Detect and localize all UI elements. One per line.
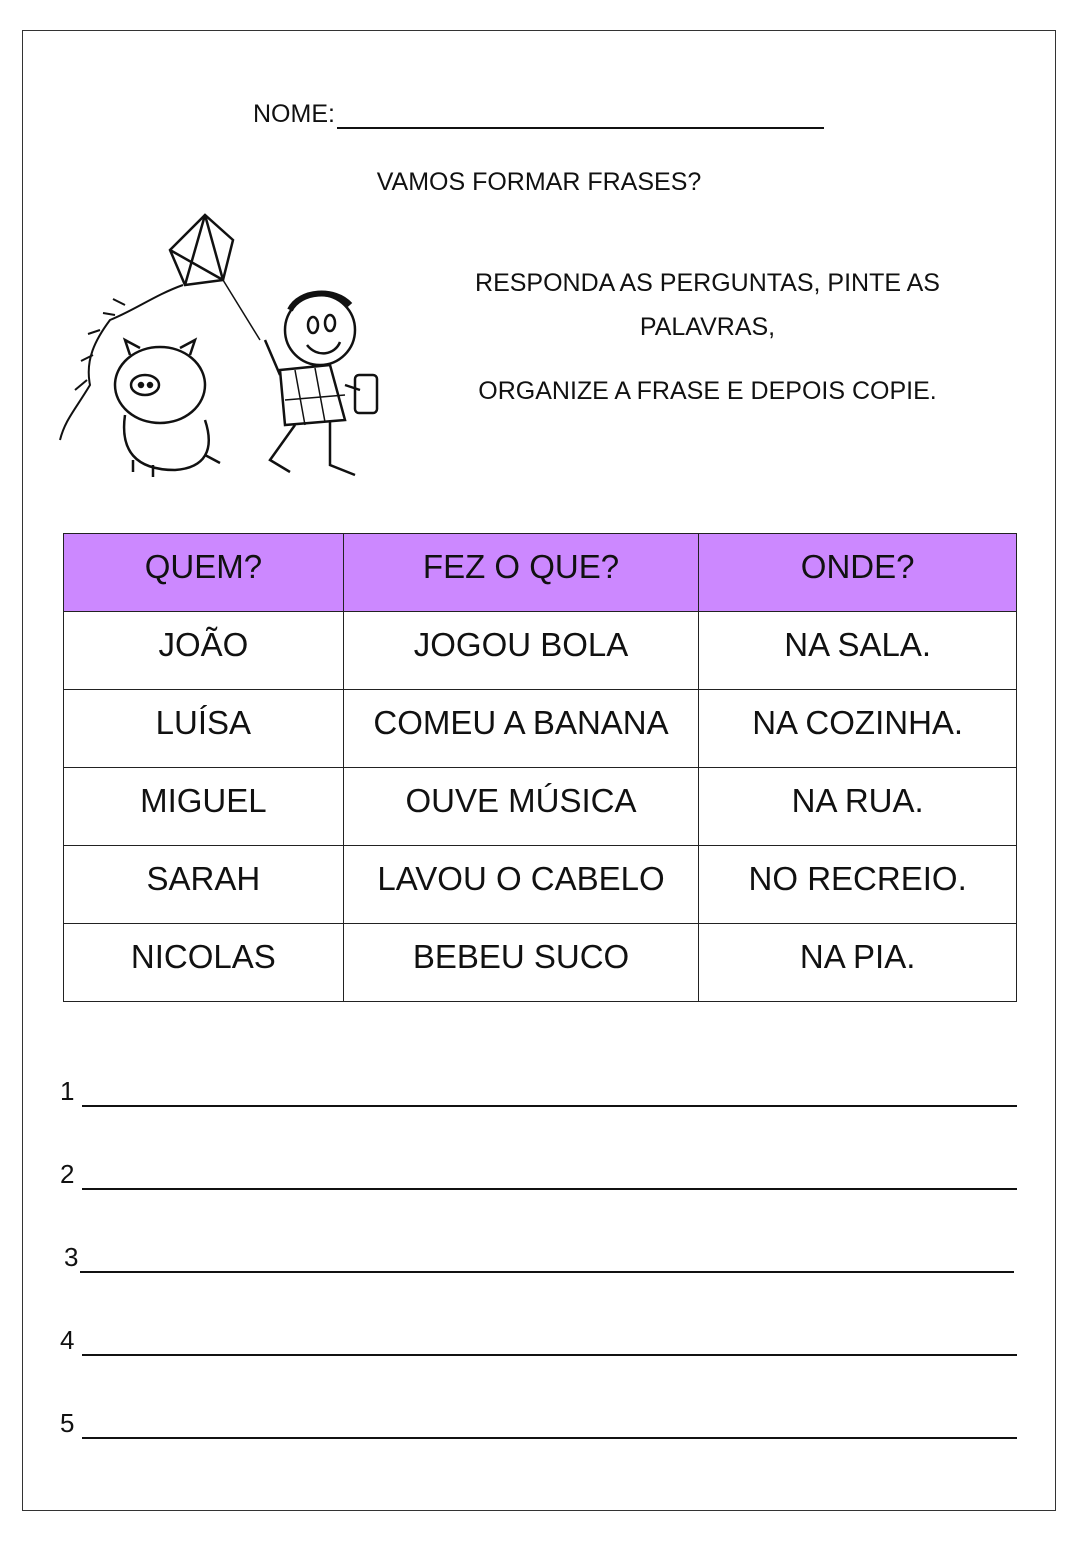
answer-line-1[interactable] — [60, 1076, 1017, 1107]
name-label: NOME: — [253, 100, 335, 128]
pig-icon — [115, 340, 220, 477]
instruction-line-1: RESPONDA AS PERGUNTAS, PINTE AS — [475, 269, 940, 297]
instruction-line-2: PALAVRAS, — [639, 313, 776, 341]
answer-line-5[interactable] — [60, 1408, 1017, 1439]
header-quem: QUEM? — [64, 534, 344, 612]
word-cell[interactable]: NO RECREIO. — [699, 846, 1017, 924]
answer-number: 4 — [60, 1325, 75, 1355]
answer-number: 1 — [60, 1076, 75, 1106]
answer-number: 5 — [60, 1408, 75, 1438]
word-cell[interactable]: COMEU A BANANA — [343, 690, 699, 768]
header-onde: ONDE? — [699, 534, 1017, 612]
word-cell[interactable]: NA COZINHA. — [699, 690, 1017, 768]
answer-blank[interactable] — [82, 1079, 1017, 1107]
word-cell[interactable]: NA PIA. — [699, 924, 1017, 1002]
answer-line-3[interactable] — [64, 1242, 1014, 1273]
worksheet-title: VAMOS FORMAR FRASES? — [376, 168, 702, 196]
word-cell[interactable]: JOÃO — [64, 612, 344, 690]
table-row — [64, 846, 1017, 924]
table-header-row — [64, 534, 1017, 612]
answer-number: 2 — [60, 1159, 75, 1189]
table-row — [64, 612, 1017, 690]
instruction-line-3: ORGANIZE A FRASE E DEPOIS COPIE. — [478, 377, 937, 405]
word-cell[interactable]: BEBEU SUCO — [343, 924, 699, 1002]
word-cell[interactable]: MIGUEL — [64, 768, 344, 846]
answer-line-2[interactable] — [60, 1159, 1017, 1190]
table-row — [64, 924, 1017, 1002]
word-cell[interactable]: LUÍSA — [64, 690, 344, 768]
header-fez-o-que: FEZ O QUE? — [343, 534, 699, 612]
word-cell[interactable]: OUVE MÚSICA — [343, 768, 699, 846]
name-blank-line[interactable] — [337, 101, 824, 129]
word-cell[interactable]: JOGOU BOLA — [343, 612, 699, 690]
word-cell[interactable]: NA RUA. — [699, 768, 1017, 846]
answer-blank[interactable] — [82, 1411, 1017, 1439]
table-row — [64, 768, 1017, 846]
kite-pig-boy-illustration — [55, 210, 400, 495]
answer-blank[interactable] — [80, 1245, 1014, 1273]
sentence-table — [63, 533, 1017, 1002]
boy-icon — [265, 294, 377, 475]
answer-blank[interactable] — [82, 1162, 1017, 1190]
word-cell[interactable]: SARAH — [64, 846, 344, 924]
answer-blank[interactable] — [82, 1328, 1017, 1356]
answer-line-4[interactable] — [60, 1325, 1017, 1356]
word-cell[interactable]: NA SALA. — [699, 612, 1017, 690]
name-field[interactable] — [253, 100, 824, 129]
word-cell[interactable]: LAVOU O CABELO — [343, 846, 699, 924]
answer-number: 3 — [64, 1242, 79, 1272]
table-row — [64, 690, 1017, 768]
word-cell[interactable]: NICOLAS — [64, 924, 344, 1002]
